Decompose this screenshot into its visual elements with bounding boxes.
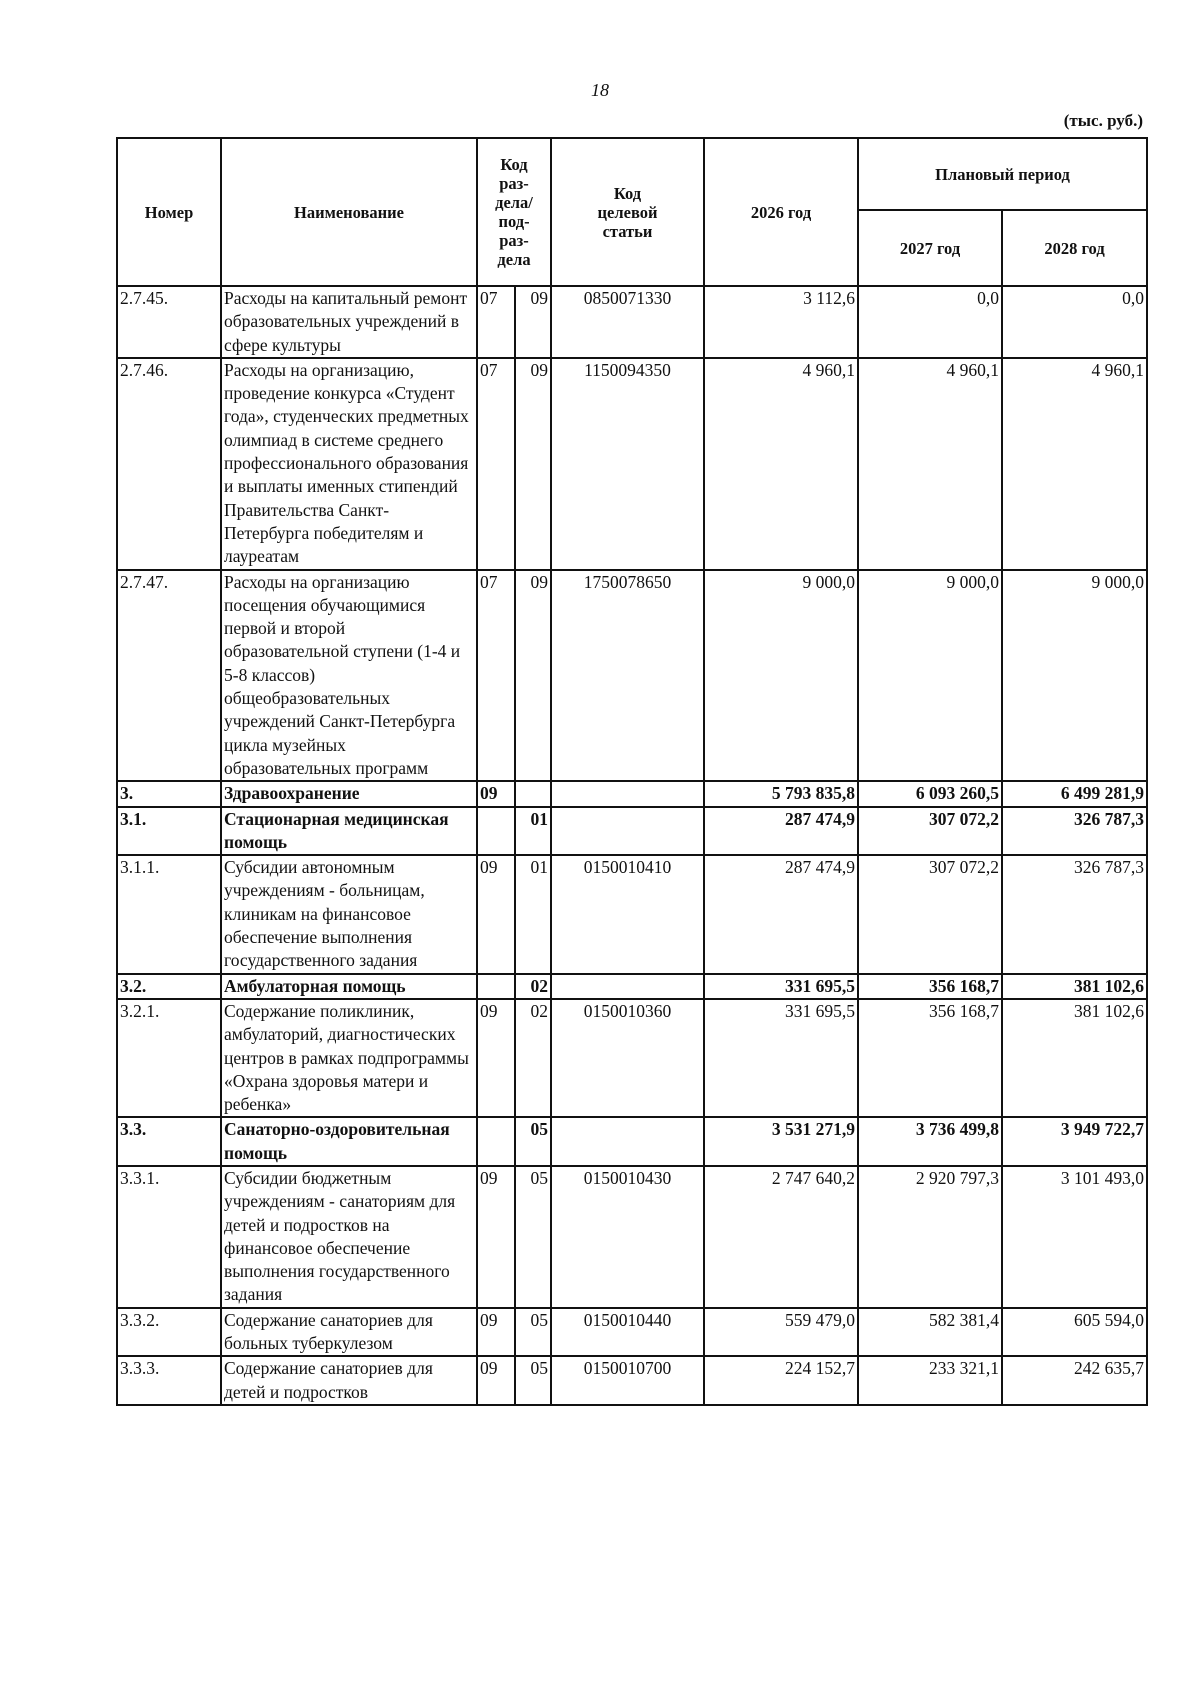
row-target-code [551, 1117, 704, 1166]
table-row [117, 286, 1147, 358]
row-number: 3.2. [117, 974, 221, 999]
row-number: 3.1. [117, 807, 221, 856]
row-number: 3.3.3. [117, 1356, 221, 1405]
header-planned-period: Плановый период [858, 138, 1147, 210]
row-section-code: 09 [477, 781, 515, 806]
row-target-code: 1150094350 [551, 358, 704, 570]
row-name: Амбулаторная помощь [221, 974, 477, 999]
row-target-code [551, 807, 704, 856]
row-number: 3.3.1. [117, 1166, 221, 1308]
row-amount-2027: 307 072,2 [858, 855, 1002, 973]
row-amount-2026: 3 112,6 [704, 286, 858, 358]
row-amount-2027: 356 168,7 [858, 999, 1002, 1117]
row-subsection-code: 05 [515, 1166, 551, 1308]
row-amount-2026: 331 695,5 [704, 974, 858, 999]
row-section-code: 09 [477, 855, 515, 973]
row-amount-2028: 6 499 281,9 [1002, 781, 1147, 806]
row-section-code: 09 [477, 1356, 515, 1405]
row-amount-2027: 582 381,4 [858, 1308, 1002, 1357]
row-amount-2027: 0,0 [858, 286, 1002, 358]
table-row [117, 781, 1147, 806]
row-amount-2026: 559 479,0 [704, 1308, 858, 1357]
row-target-code: 0850071330 [551, 286, 704, 358]
row-section-code [477, 807, 515, 856]
header-number: Номер [117, 138, 221, 286]
row-name: Расходы на капитальный ремонт образовательных учреждений в сфере культуры [221, 286, 477, 358]
row-subsection-code: 05 [515, 1117, 551, 1166]
row-subsection-code: 09 [515, 286, 551, 358]
row-amount-2026: 2 747 640,2 [704, 1166, 858, 1308]
row-subsection-code: 05 [515, 1308, 551, 1357]
header-name: Наименование [221, 138, 477, 286]
row-number: 2.7.45. [117, 286, 221, 358]
row-name: Субсидии автономным учреждениям - больницам, клиникам на финансовое обеспечение выполнения государственного задания [221, 855, 477, 973]
row-number: 3.3. [117, 1117, 221, 1166]
row-section-code: 09 [477, 999, 515, 1117]
row-amount-2028: 605 594,0 [1002, 1308, 1147, 1357]
row-target-code: 0150010430 [551, 1166, 704, 1308]
row-amount-2028: 9 000,0 [1002, 570, 1147, 782]
row-name: Содержание санаториев для детей и подростков [221, 1356, 477, 1405]
row-section-code: 09 [477, 1308, 515, 1357]
row-amount-2026: 224 152,7 [704, 1356, 858, 1405]
row-amount-2027: 307 072,2 [858, 807, 1002, 856]
row-amount-2026: 287 474,9 [704, 807, 858, 856]
row-target-code [551, 974, 704, 999]
row-amount-2026: 3 531 271,9 [704, 1117, 858, 1166]
row-name: Содержание санаториев для больных туберкулезом [221, 1308, 477, 1357]
table-row [117, 1308, 1147, 1357]
row-amount-2027: 2 920 797,3 [858, 1166, 1002, 1308]
header-year-2028: 2028 год [1002, 210, 1147, 286]
row-amount-2026: 5 793 835,8 [704, 781, 858, 806]
table-row [117, 974, 1147, 999]
row-number: 2.7.46. [117, 358, 221, 570]
row-name: Расходы на организацию посещения обучающимися первой и второй образовательной ступени (1-4 и 5-8 классов) общеобразовательных учреждений Санкт-Петербурга цикла музейных образовательных программ [221, 570, 477, 782]
row-target-code [551, 781, 704, 806]
units-label: (тыс. руб.) [1063, 111, 1143, 130]
row-target-code: 0150010700 [551, 1356, 704, 1405]
row-section-code: 07 [477, 286, 515, 358]
header-section-code: Код раз- дела/ под- раз- дела [477, 138, 551, 286]
row-name: Расходы на организацию, проведение конкурса «Студент года», студенческих предметных олимпиад в системе среднего профессионального образования и выплаты именных стипендий Правительства Санкт-Петербурга победителям и лауреатам [221, 358, 477, 570]
row-amount-2028: 0,0 [1002, 286, 1147, 358]
table-row [117, 570, 1147, 782]
row-amount-2028: 3 949 722,7 [1002, 1117, 1147, 1166]
row-name: Здравоохранение [221, 781, 477, 806]
table-row [117, 1356, 1147, 1405]
row-section-code: 07 [477, 570, 515, 782]
row-section-code: 07 [477, 358, 515, 570]
page-number: 18 [591, 80, 609, 100]
row-amount-2026: 331 695,5 [704, 999, 858, 1117]
row-amount-2028: 242 635,7 [1002, 1356, 1147, 1405]
row-target-code: 0150010410 [551, 855, 704, 973]
header-year-2026: 2026 год [704, 138, 858, 286]
row-amount-2027: 9 000,0 [858, 570, 1002, 782]
row-name: Санаторно-оздоровительная помощь [221, 1117, 477, 1166]
row-number: 3.3.2. [117, 1308, 221, 1357]
row-subsection-code: 01 [515, 855, 551, 973]
row-amount-2027: 4 960,1 [858, 358, 1002, 570]
row-section-code: 09 [477, 1166, 515, 1308]
row-amount-2027: 6 093 260,5 [858, 781, 1002, 806]
table-row [117, 1166, 1147, 1308]
budget-table [116, 137, 1148, 1406]
row-amount-2027: 233 321,1 [858, 1356, 1002, 1405]
row-amount-2028: 326 787,3 [1002, 855, 1147, 973]
row-number: 3.2.1. [117, 999, 221, 1117]
row-section-code [477, 1117, 515, 1166]
row-amount-2027: 3 736 499,8 [858, 1117, 1002, 1166]
row-amount-2028: 3 101 493,0 [1002, 1166, 1147, 1308]
row-subsection-code: 09 [515, 358, 551, 570]
table-row [117, 1117, 1147, 1166]
row-target-code: 0150010440 [551, 1308, 704, 1357]
row-subsection-code: 02 [515, 999, 551, 1117]
header-target-code: Код целевой статьи [551, 138, 704, 286]
row-amount-2028: 381 102,6 [1002, 974, 1147, 999]
row-subsection-code: 05 [515, 1356, 551, 1405]
row-amount-2028: 381 102,6 [1002, 999, 1147, 1117]
row-name: Субсидии бюджетным учреждениям - санаториям для детей и подростков на финансовое обеспечение выполнения государственного задания [221, 1166, 477, 1308]
row-target-code: 1750078650 [551, 570, 704, 782]
row-amount-2028: 326 787,3 [1002, 807, 1147, 856]
table-row [117, 358, 1147, 570]
row-amount-2027: 356 168,7 [858, 974, 1002, 999]
header-year-2027: 2027 год [858, 210, 1002, 286]
table-row [117, 855, 1147, 973]
row-amount-2026: 4 960,1 [704, 358, 858, 570]
row-amount-2026: 287 474,9 [704, 855, 858, 973]
row-subsection-code [515, 781, 551, 806]
row-subsection-code: 09 [515, 570, 551, 782]
row-number: 3.1.1. [117, 855, 221, 973]
row-amount-2028: 4 960,1 [1002, 358, 1147, 570]
row-subsection-code: 02 [515, 974, 551, 999]
row-section-code [477, 974, 515, 999]
table-row [117, 999, 1147, 1117]
row-name: Стационарная медицинская помощь [221, 807, 477, 856]
table-row [117, 807, 1147, 856]
row-amount-2026: 9 000,0 [704, 570, 858, 782]
row-name: Содержание поликлиник, амбулаторий, диагностических центров в рамках подпрограммы «Охрана здоровья матери и ребенка» [221, 999, 477, 1117]
row-number: 2.7.47. [117, 570, 221, 782]
row-number: 3. [117, 781, 221, 806]
row-subsection-code: 01 [515, 807, 551, 856]
row-target-code: 0150010360 [551, 999, 704, 1117]
